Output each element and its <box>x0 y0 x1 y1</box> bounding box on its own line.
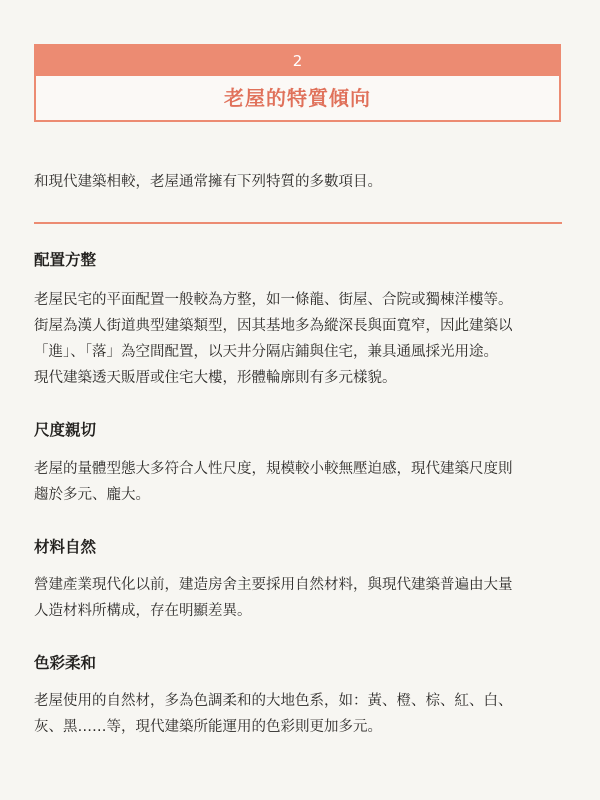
divider-rule <box>34 222 562 224</box>
chapter-number: 2 <box>36 46 559 76</box>
body-line: 人造材料所構成，存在明顯差異。 <box>34 603 252 619</box>
section-body-layout <box>34 287 569 391</box>
body-line: 老屋的量體型態大多符合人性尺度，規模較小較無壓迫感，現代建築尺度則 <box>34 461 513 477</box>
intro-paragraph: 和現代建築相較，老屋通常擁有下列特質的多數項目。 <box>34 174 382 190</box>
section-title-colors: 色彩柔和 <box>34 654 97 672</box>
section-body-colors <box>34 688 569 740</box>
section-title-scale: 尺度親切 <box>34 421 97 439</box>
body-line: 街屋為漢人街道典型建築類型，因其基地多為縱深長與面寬窄，因此建築以 <box>34 318 513 334</box>
body-line: 老屋使用的自然材，多為色調柔和的大地色系，如：黃、橙、棕、紅、白、 <box>34 693 513 709</box>
section-title-materials: 材料自然 <box>34 538 97 556</box>
section-body-scale <box>34 456 569 508</box>
body-line: 「進」、「落」為空間配置，以天井分隔店鋪與住宅，兼具通風採光用途。 <box>34 344 498 360</box>
section-body-materials <box>34 572 569 624</box>
chapter-header <box>34 44 561 122</box>
body-line: 趨於多元、龐大。 <box>34 487 150 503</box>
body-line: 現代建築透天販厝或住宅大樓，形體輪廓則有多元樣貌。 <box>34 370 397 386</box>
body-line: 老屋民宅的平面配置一般較為方整，如一條龍、街屋、合院或獨棟洋樓等。 <box>34 292 513 308</box>
body-line: 營建產業現代化以前，建造房舍主要採用自然材料，與現代建築普遍由大量 <box>34 577 513 593</box>
chapter-title: 老屋的特質傾向 <box>224 86 371 110</box>
section-title-layout: 配置方整 <box>34 251 97 269</box>
body-line: 灰、黑……等，現代建築所能運用的色彩則更加多元。 <box>34 719 382 735</box>
